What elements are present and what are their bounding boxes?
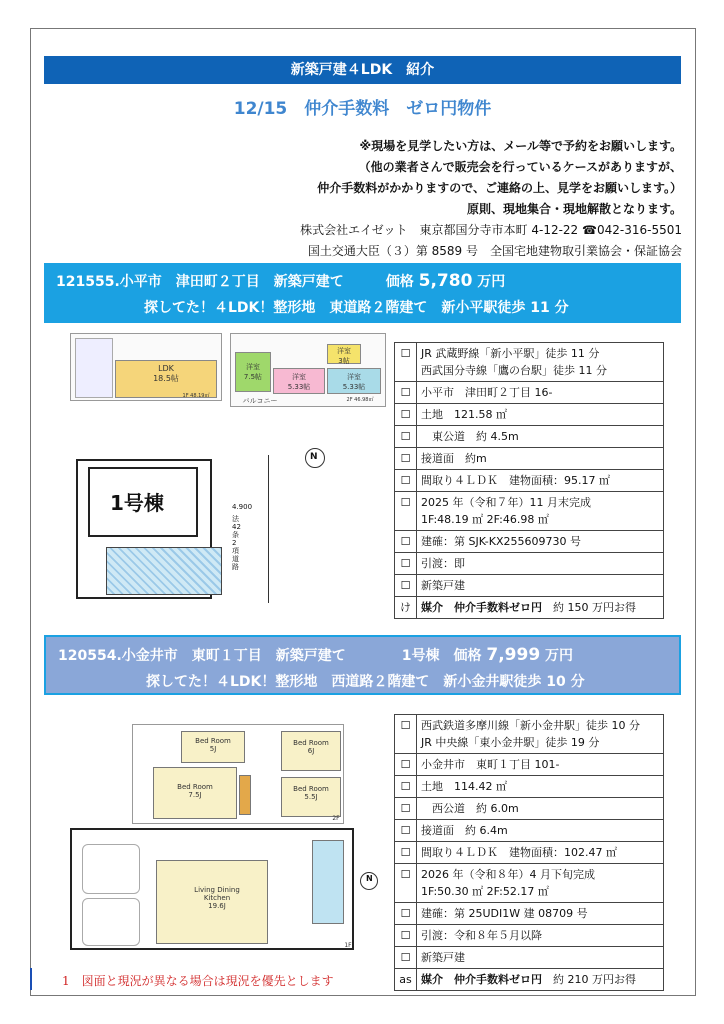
detail-line: 2026 年（令和８年）4 月下旬完成 xyxy=(421,868,595,881)
detail-row xyxy=(395,426,664,448)
ldk-2-label xyxy=(182,886,252,910)
listing-2-details xyxy=(394,714,664,991)
detail-text xyxy=(417,715,664,754)
top-room-size: 3帖 xyxy=(338,357,350,365)
detail-row xyxy=(395,404,664,426)
west-room-label xyxy=(235,362,271,382)
bed-room-3-size: 7.5J xyxy=(188,791,202,799)
bed-room-1-label xyxy=(181,737,245,753)
listing-1-site-map xyxy=(70,455,270,603)
detail-row xyxy=(395,531,664,553)
detail-row xyxy=(395,947,664,969)
detail-row xyxy=(395,575,664,597)
detail-text xyxy=(417,404,664,426)
detail-line-2: 1F:48.19 ㎡ 2F:46.98 ㎡ xyxy=(421,513,549,526)
detail-line: 建確：第 SJK-KX255609730 号 xyxy=(421,535,581,548)
detail-line: 間取り４ＬＤＫ 建物面積：95.17 ㎡ xyxy=(421,474,610,487)
detail-text xyxy=(417,820,664,842)
checkbox-icon: ☐ xyxy=(395,470,417,492)
detail-row xyxy=(395,925,664,947)
detail-line: 接道面 約 6.4m xyxy=(421,824,508,837)
phone-number: 042-316-5501 xyxy=(596,223,682,237)
company-line xyxy=(82,220,682,241)
north-label: N xyxy=(310,452,318,462)
checkbox-icon: ☐ xyxy=(395,903,417,925)
listing-2-heading: 120554.小金井市 東町１丁目 新築戸建て 1号棟 価格 xyxy=(58,648,482,664)
checkbox-icon: ☐ xyxy=(395,575,417,597)
detail-line: 新築戸建 xyxy=(421,579,465,592)
checkbox-icon: ☐ xyxy=(395,426,417,448)
pink-room-text: 洋室 xyxy=(292,373,306,381)
detail-row xyxy=(395,776,664,798)
detail-line: 西武鉄道多摩川線「新小金井駅」徒歩 10 分 xyxy=(421,719,640,732)
detail-line-2: JR 中央線「東小金井駅」徒歩 19 分 xyxy=(421,736,600,749)
detail-text xyxy=(417,426,664,448)
north-arrow-2 xyxy=(358,872,382,902)
checkbox-icon: ☐ xyxy=(395,925,417,947)
listing-2-price-unit: 万円 xyxy=(545,648,574,664)
checkbox-icon: ☐ xyxy=(395,492,417,531)
detail-text xyxy=(417,553,664,575)
detail-line: 接道面 約m xyxy=(421,452,487,465)
listing-1-details xyxy=(394,342,664,619)
detail-line: 東公道 約 4.5m xyxy=(421,430,519,443)
bed-room-2-label xyxy=(281,739,341,755)
checkbox-icon: ☐ xyxy=(395,343,417,382)
ldk-2-size: 19.6J xyxy=(208,902,226,910)
f2-tag: 2F xyxy=(332,815,340,822)
road-line xyxy=(268,455,269,603)
f1-tag: 1F xyxy=(344,942,352,949)
parking-area xyxy=(106,547,222,595)
company-address: 株式会社エイゼット 東京都国分寺市本町 4-12-22 xyxy=(300,223,579,237)
detail-text xyxy=(417,925,664,947)
bed-room-4-label xyxy=(281,785,341,801)
notice-line-4: 原則、現地集合・現地解散となります。 xyxy=(466,202,682,216)
checkbox-icon: ☐ xyxy=(395,798,417,820)
detail-text xyxy=(417,597,664,619)
detail-row xyxy=(395,448,664,470)
promo-heading: 12/15 仲介手数料 ゼロ円物件 xyxy=(233,99,492,119)
west-room-text: 洋室 xyxy=(246,363,260,371)
north-label-2: N xyxy=(366,874,373,883)
detail-text xyxy=(417,903,664,925)
listing-1-banner xyxy=(44,263,681,323)
bed-room-4-text: Bed Room xyxy=(293,785,329,793)
blue-room-size: 5.33帖 xyxy=(342,383,366,391)
detail-line: 小金井市 東町１丁目 101- xyxy=(421,758,560,771)
balcony-label: バルコニー xyxy=(242,397,278,405)
detail-line: 新築戸建 xyxy=(421,951,465,964)
blue-room-label xyxy=(327,372,381,392)
listing-1-price: 5,780 xyxy=(418,271,473,291)
bed-room-1-size: 5J xyxy=(209,745,217,753)
detail-line-2: 1F:50.30 ㎡ 2F:52.17 ㎡ xyxy=(421,885,549,898)
listing-1-floorplan-1f xyxy=(70,333,222,401)
bed-room-4-size: 5.5J xyxy=(304,793,318,801)
detail-text xyxy=(417,531,664,553)
detail-text xyxy=(417,575,664,597)
detail-row xyxy=(395,553,664,575)
bed-room-1-text: Bed Room xyxy=(195,737,231,745)
bed-room-2-size: 6J xyxy=(307,747,315,755)
road-label: 法42条2項道路 xyxy=(232,515,241,571)
detail-row xyxy=(395,382,664,404)
detail-line: 約 210 万円お得 xyxy=(553,973,636,986)
wet-area xyxy=(75,338,113,398)
checkbox-icon: as xyxy=(395,969,417,991)
detail-row xyxy=(395,820,664,842)
detail-row xyxy=(395,343,664,382)
bath-area xyxy=(312,840,344,924)
detail-line: 引渡：令和８年５月以降 xyxy=(421,929,542,942)
detail-row xyxy=(395,842,664,864)
building-number: 1号棟 xyxy=(110,491,164,515)
f2-area-label: 2F 46.98㎡ xyxy=(346,397,374,403)
checkbox-icon: ☐ xyxy=(395,947,417,969)
detail-line: 引渡：即 xyxy=(421,557,465,570)
top-room-text: 洋室 xyxy=(337,347,351,355)
detail-row xyxy=(395,715,664,754)
bed-room-3-text: Bed Room xyxy=(177,783,213,791)
detail-line: JR 武蔵野線「新小平駅」徒歩 11 分 xyxy=(421,347,600,360)
footnote: 1 図面と現況が異なる場合は現況を優先とします xyxy=(62,974,334,988)
left-marker xyxy=(30,968,32,990)
detail-text xyxy=(417,864,664,903)
checkbox-icon: ☐ xyxy=(395,448,417,470)
license-line: 国土交通大臣（３）第 8589 号 全国宅地建物取引業協会・保証協会 xyxy=(307,244,682,258)
road-width: 4.900 xyxy=(232,503,253,511)
checkbox-icon: ☐ xyxy=(395,754,417,776)
notice-line-1: ※現場を見学したい方は、メール等で予約をお願いします。 xyxy=(359,139,682,153)
detail-text xyxy=(417,798,664,820)
listing-2-floorplan-2f xyxy=(132,724,344,824)
detail-line: 土地 114.42 ㎡ xyxy=(421,780,507,793)
parking-space-2 xyxy=(82,898,140,946)
bed-room-2-text: Bed Room xyxy=(293,739,329,747)
checkbox-icon: ☐ xyxy=(395,864,417,903)
ldk-2-text: Living Dining Kitchen xyxy=(194,886,240,902)
listing-1-tagline: 探してた！４LDK！整形地 東道路２階建て 新小平駅徒歩 11 分 xyxy=(144,300,569,316)
detail-line: 土地 121.58 ㎡ xyxy=(421,408,507,421)
notice-line-2: （他の業者さんで販売会を行っているケースがありますが、 xyxy=(358,160,682,174)
detail-bold: 媒介 仲介手数料ゼロ円 xyxy=(421,601,553,614)
detail-row xyxy=(395,492,664,531)
detail-text xyxy=(417,776,664,798)
closet xyxy=(239,775,251,815)
detail-text xyxy=(417,492,664,531)
detail-text xyxy=(417,947,664,969)
checkbox-icon: ☐ xyxy=(395,715,417,754)
page-title: 新築戸建４LDK 紹介 xyxy=(44,56,681,84)
top-room-label xyxy=(327,346,361,366)
listing-2-price: 7,999 xyxy=(486,645,541,665)
phone-icon: ☎ xyxy=(582,223,597,237)
detail-text xyxy=(417,969,664,991)
west-room-size: 7.5帖 xyxy=(243,373,263,381)
listing-2-floorplan-1f xyxy=(70,828,354,950)
detail-text xyxy=(417,343,664,382)
checkbox-icon: ☐ xyxy=(395,820,417,842)
compass-icon-2 xyxy=(360,872,378,890)
detail-text xyxy=(417,470,664,492)
detail-text xyxy=(417,842,664,864)
blue-room-text: 洋室 xyxy=(347,373,361,381)
listing-2-banner xyxy=(44,635,681,695)
north-arrow-1 xyxy=(300,448,330,508)
checkbox-icon: ☐ xyxy=(395,776,417,798)
checkbox-icon: ☐ xyxy=(395,553,417,575)
listing-1-headline xyxy=(56,271,505,291)
detail-row xyxy=(395,470,664,492)
detail-text xyxy=(417,448,664,470)
pink-room-size: 5.33帖 xyxy=(287,383,311,391)
pink-room-label xyxy=(273,372,325,392)
ldk-size: 18.5帖 xyxy=(153,374,179,383)
detail-line-2: 西武国分寺線「鷹の台駅」徒歩 11 分 xyxy=(421,364,607,377)
detail-line: 小平市 津田町２丁目 16- xyxy=(421,386,553,399)
notice-block xyxy=(82,136,682,262)
ldk-label-text: LDK xyxy=(158,364,174,373)
f1-area-label: 1F 48.19㎡ xyxy=(182,393,210,399)
detail-line: 西公道 約 6.0m xyxy=(421,802,519,815)
checkbox-icon: ☐ xyxy=(395,382,417,404)
detail-row xyxy=(395,754,664,776)
bed-room-3-label xyxy=(153,783,237,799)
detail-row xyxy=(395,903,664,925)
notice-line-3: 仲介手数料がかかりますので、ご連絡の上、見学をお願いします。） xyxy=(317,181,682,195)
listing-1-price-unit: 万円 xyxy=(477,274,506,290)
compass-icon xyxy=(305,448,325,468)
listing-2-tagline: 探してた！４LDK！整形地 西道路２階建て 新小金井駅徒歩 10 分 xyxy=(146,674,585,690)
detail-line: 2025 年（令和７年）11 月末完成 xyxy=(421,496,591,509)
ldk-label xyxy=(131,364,201,384)
checkbox-icon: ☐ xyxy=(395,842,417,864)
parking-space-1 xyxy=(82,844,140,894)
checkbox-icon: け xyxy=(395,597,417,619)
checkbox-icon: ☐ xyxy=(395,531,417,553)
detail-line: 約 150 万円お得 xyxy=(553,601,636,614)
detail-text xyxy=(417,754,664,776)
checkbox-icon: ☐ xyxy=(395,404,417,426)
listing-1-floorplan-2f xyxy=(230,333,386,407)
detail-row xyxy=(395,798,664,820)
listing-1-heading: 121555.小平市 津田町２丁目 新築戸建て 価格 xyxy=(56,274,414,290)
detail-row xyxy=(395,864,664,903)
detail-row xyxy=(395,969,664,991)
detail-line: 間取り４ＬＤＫ 建物面積：102.47 ㎡ xyxy=(421,846,617,859)
detail-row xyxy=(395,597,664,619)
detail-bold: 媒介 仲介手数料ゼロ円 xyxy=(421,973,553,986)
listing-2-headline xyxy=(58,645,573,665)
detail-line: 建確：第 25UDI1W 建 08709 号 xyxy=(421,907,588,920)
detail-text xyxy=(417,382,664,404)
